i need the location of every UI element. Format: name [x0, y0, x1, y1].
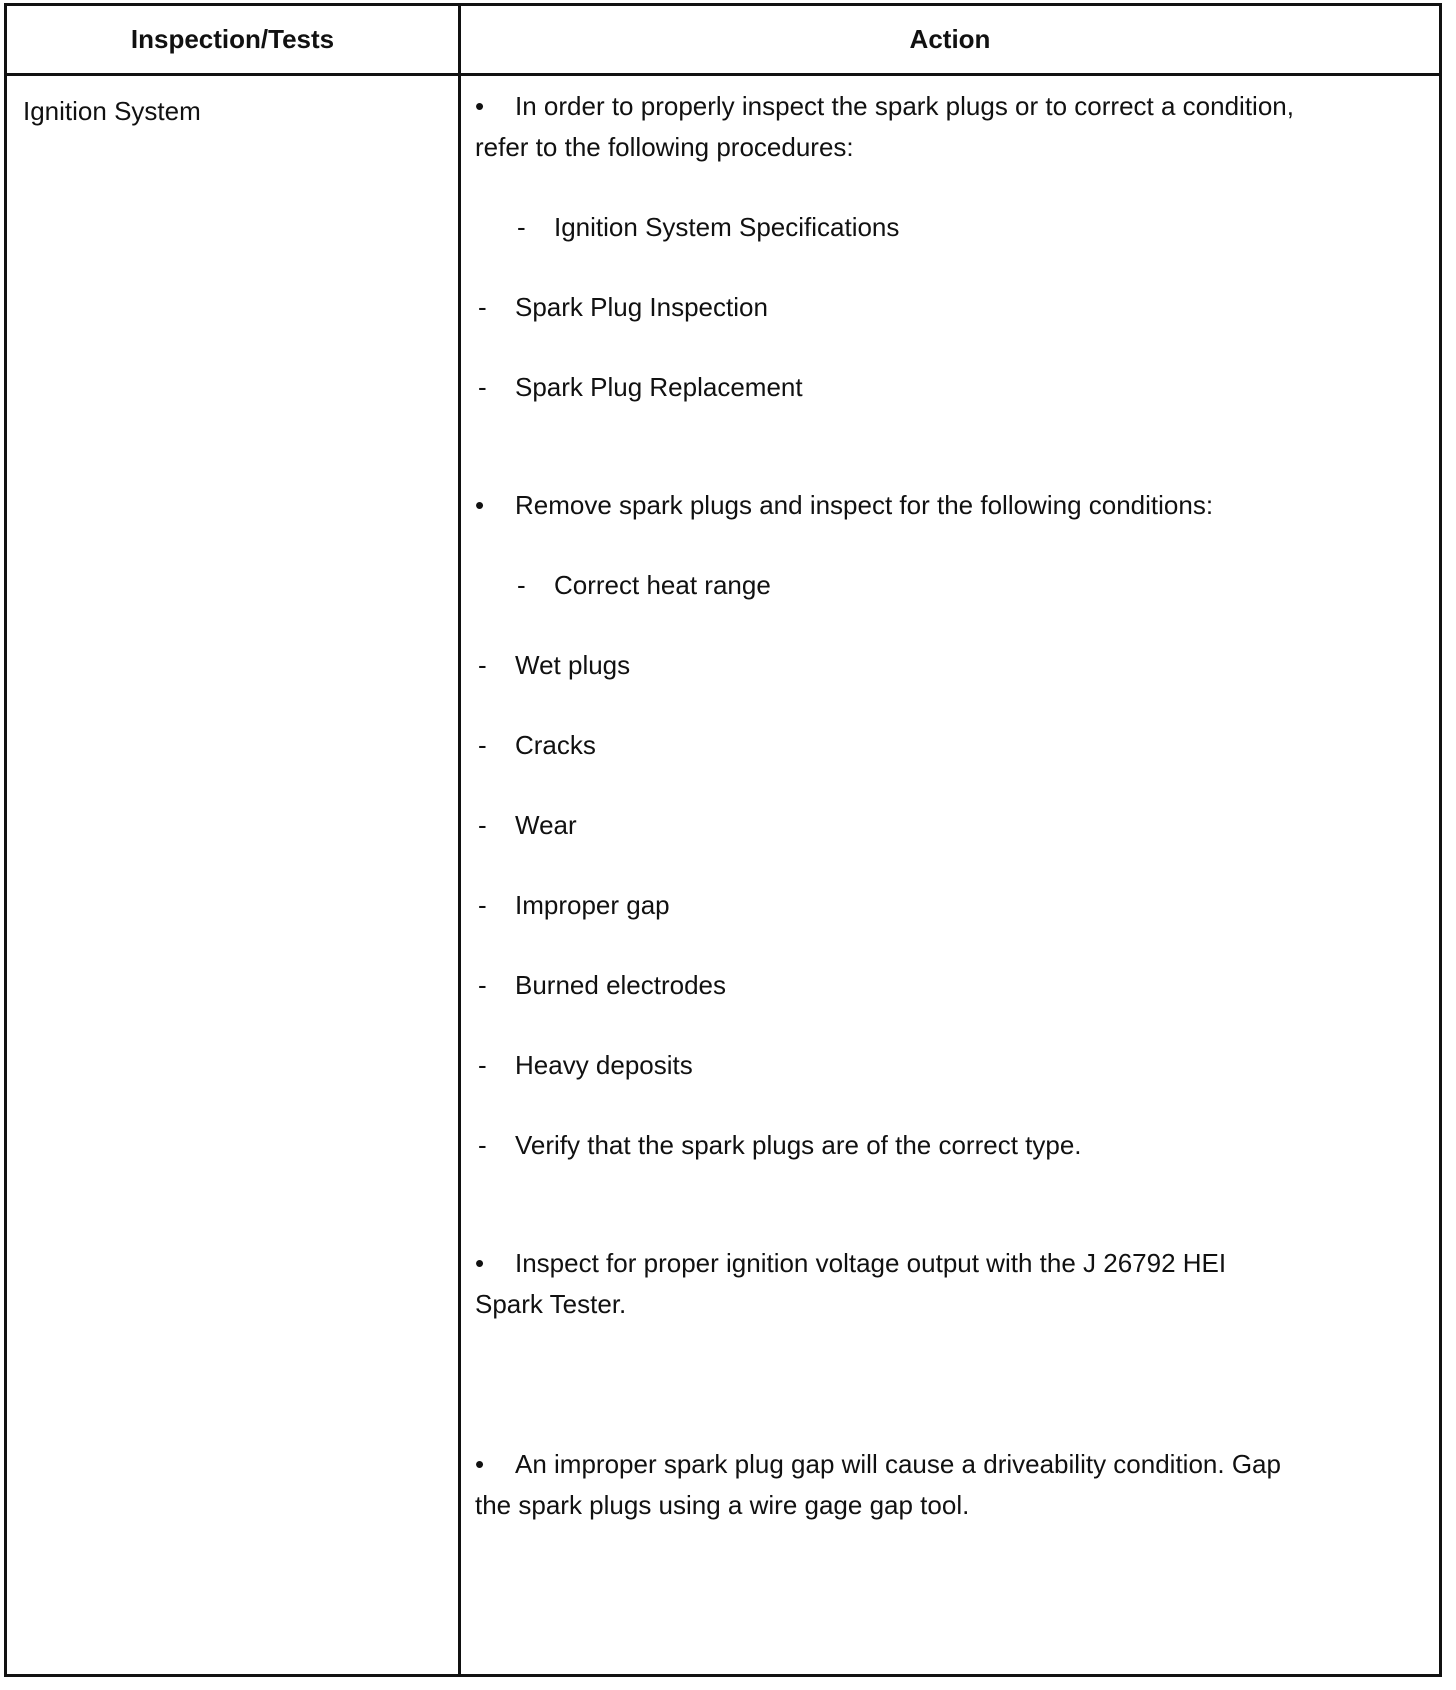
list-item: Improper gap [515, 890, 670, 920]
list-item: Wear [515, 810, 577, 840]
bullet-marker: • [475, 91, 485, 121]
dash-marker: - [478, 810, 487, 840]
dash-marker: - [478, 650, 487, 680]
list-item: Verify that the spark plugs are of the correct type. [515, 1130, 1082, 1160]
bullet-text: Remove spark plugs and inspect for the following conditions: [515, 490, 1214, 520]
bullet-text: An improper spark plug gap will cause a driveability condition. Gap [515, 1449, 1281, 1479]
dash-marker: - [478, 1130, 487, 1160]
bullet-text-continued: refer to the following procedures: [475, 132, 854, 162]
dash-marker: - [478, 970, 487, 1000]
column-divider [458, 6, 461, 1674]
header-action: Action [909, 24, 991, 54]
bullet-text: In order to properly inspect the spark plugs or to correct a condition, [515, 91, 1294, 121]
list-item: Cracks [515, 730, 596, 760]
bullet-text-continued: the spark plugs using a wire gage gap tool. [475, 1490, 970, 1520]
dash-marker: - [478, 890, 487, 920]
inspection-table [4, 3, 1442, 1677]
bullet-text-continued: Spark Tester. [475, 1289, 627, 1319]
dash-marker: - [478, 1050, 487, 1080]
list-item: Heavy deposits [515, 1050, 693, 1080]
dash-marker: - [517, 212, 526, 242]
list-item: Correct heat range [554, 570, 771, 600]
bullet-marker: • [475, 1449, 485, 1479]
list-item: Spark Plug Replacement [515, 372, 803, 402]
list-item: Wet plugs [515, 650, 631, 680]
dash-marker: - [478, 372, 487, 402]
list-item: Burned electrodes [515, 970, 727, 1000]
dash-marker: - [478, 292, 487, 322]
bullet-text: Inspect for proper ignition voltage output with the J 26792 HEI [515, 1248, 1227, 1278]
header-inspection-tests: Inspection/Tests [130, 24, 335, 54]
header-divider [7, 73, 1439, 76]
bullet-marker: • [475, 1248, 485, 1278]
dash-marker: - [517, 570, 526, 600]
dash-marker: - [478, 730, 487, 760]
row-label-ignition-system: Ignition System [23, 96, 201, 126]
bullet-marker: • [475, 490, 485, 520]
list-item: Ignition System Specifications [554, 212, 900, 242]
list-item: Spark Plug Inspection [515, 292, 768, 322]
